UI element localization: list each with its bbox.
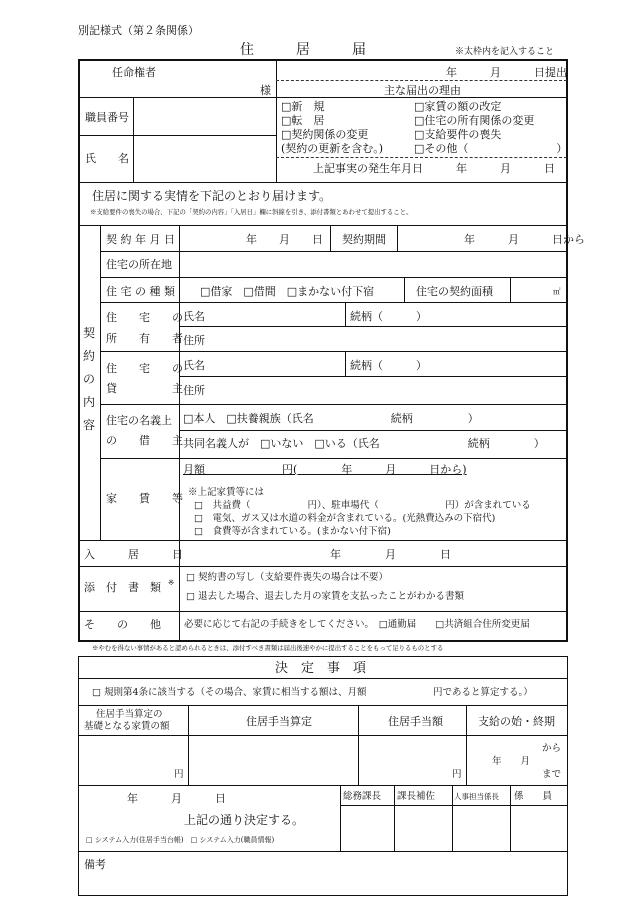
rent-note: ※上記家賃等には [188,487,265,498]
staff-number-label: 職員番号 [85,111,129,124]
decision-col-amount: 住居手当額 [388,715,443,728]
decision-statement: 上記の通り決定する。 [184,813,305,827]
appointer-label: 任命権者 [112,66,156,79]
fill-in-note: ※太枠内を記入すること [455,47,555,57]
move-in-date[interactable]: 年 月 日 [330,548,451,561]
reason-ownership-change[interactable]: □住宅の所有関係の変更 [414,114,535,127]
reason-eligibility-loss[interactable]: □支給要件の喪失 [414,128,502,141]
occurrence-date[interactable]: 上記事実の発生年月日 年 月 日 [313,162,555,175]
submission-date[interactable]: 年 月 日提出 [446,66,567,79]
form-title: 住 居 届 [240,42,366,58]
decision-rule[interactable]: □ 規則第4条に該当する（その場合、家賃に相当する額は、月額 円であると算定する。） [92,687,533,698]
reason-rent-revision[interactable]: □家賃の額の改定 [414,100,502,113]
reason-other[interactable]: □その他（ ） [414,142,568,155]
move-in-label: 入 居 日 [84,548,183,561]
period-until: まで [542,769,562,780]
house-type-options[interactable]: □借家 □借間 □まかない付下宿 [200,285,375,298]
other-procedures[interactable]: 必要に応じて右記の手続きをしてください。 □通勤届 □共済組合住所変更届 [184,619,530,630]
other-label: そ の 他 [84,618,161,631]
landlord-label-2: 貸 主 [106,382,183,395]
owner-name-label: 氏名 [183,310,205,323]
form-reference: 別記様式（第２条関係） [78,24,199,37]
remarks-label: 備考 [84,858,106,871]
area-unit: ㎡ [553,287,561,296]
owner-relation-label: 続柄（ ） [350,310,427,323]
rent-label: 家 賃 等 [106,492,183,505]
period-month[interactable]: 年 月 [492,756,531,767]
sama-label: 様 [260,84,271,97]
attachments-mark: ※ [168,578,175,587]
intro-text: 住居に関する実情を下記のとおり届けます。 [92,189,332,203]
owner-label-1: 住 宅 の [106,311,183,324]
landlord-address-label: 住所 [183,384,205,397]
base-rent-yen: 円 [174,769,184,780]
approver-hr-chief: 人事担当係長 [454,792,499,801]
allowance-yen: 円 [452,769,462,780]
attachment-lease-copy[interactable]: □ 契約書の写し（支給要件喪失の場合は不要） [186,572,388,583]
owner-address-label: 住所 [183,334,205,347]
reason-move[interactable]: □転 居 [281,114,325,127]
contract-date-value[interactable]: 年 月 日 [246,233,323,246]
decision-col-base-1: 住居手当算定の [96,709,163,720]
reason-new[interactable]: □新 規 [281,100,325,113]
intro-note: ※支給要件の喪失の場合、下記の「契約の内容」「入居日」欄に斜線を引き、添付書類とあわせて提出すること。 [90,208,413,216]
decision-col-period: 支給の始・終期 [478,715,555,728]
contract-period-label: 契約期間 [342,233,386,246]
approver-staff: 係 員 [514,791,553,802]
landlord-label-1: 住 宅 の [106,362,183,375]
reason-contract-renewal: (契約の更新を含む。) [281,142,384,155]
reason-contract-change[interactable]: □契約関係の変更 [281,128,369,141]
name-label: 氏 名 [85,152,129,165]
rent-monthly-line[interactable]: 月額 円( 年 月 日から) [183,463,467,476]
decision-title: 決 定 事 項 [275,661,367,676]
owner-label-2: 所 有 者 [106,332,183,345]
house-type-label: 住 宅 の 種 類 [106,285,175,298]
decision-date[interactable]: 年 月 日 [127,792,226,805]
landlord-relation-label: 続柄（ ） [350,359,427,372]
landlord-name-label: 氏名 [183,359,205,372]
nominee-row-joint[interactable]: 共同名義人が □いない □いる（氏名 続柄 ） [183,437,545,450]
decision-col-calc: 住居手当算定 [246,715,312,728]
location-label: 住宅の所在地 [106,258,172,271]
nominee-label-1: 住宅の名義上 [106,414,172,427]
rent-item-common-fee[interactable]: □ 共益費（ 円）、駐車場代（ 円）が含まれている [194,500,531,511]
attachments-label: 添 付 書 類 [84,581,161,594]
nominee-label-2: の 借 主 [106,434,183,447]
nominee-row-self[interactable]: □本人 □扶養親族（氏名 続柄 ） [183,412,479,425]
reasons-header: 主な届出の理由 [384,84,461,97]
contract-side-label: 契 約 の 内 容 [82,326,95,432]
contract-date-label: 契 約 年 月 日 [106,233,175,246]
footnote: ※やむを得ない事情があると認められるときは、添付すべき書類は届出後速やかに提出することをもって足りるものとする [92,644,444,652]
rent-item-meals[interactable]: □ 食費等が含まれている。(まかない付下宿) [194,526,391,537]
contract-area-label: 住宅の契約面積 [416,285,493,298]
decision-col-base-2: 基礎となる家賃の額 [84,721,170,732]
period-from: から [542,743,562,754]
attachment-rent-proof[interactable]: □ 退去した場合、退去した月の家賃を支払ったことがわかる書類 [186,591,464,602]
rent-item-utilities[interactable]: □ 電気、ガス又は水道の料金が含まれている。(光熱費込みの下宿代) [194,513,496,524]
approver-general-affairs: 総務課長 [343,791,382,802]
approver-deputy: 課長補佐 [397,791,436,802]
system-input-options[interactable]: □ システム入力(住居手当台帳) □ システム入力(職員情報) [86,836,275,844]
contract-period-value[interactable]: 年 月 日から [464,233,585,246]
